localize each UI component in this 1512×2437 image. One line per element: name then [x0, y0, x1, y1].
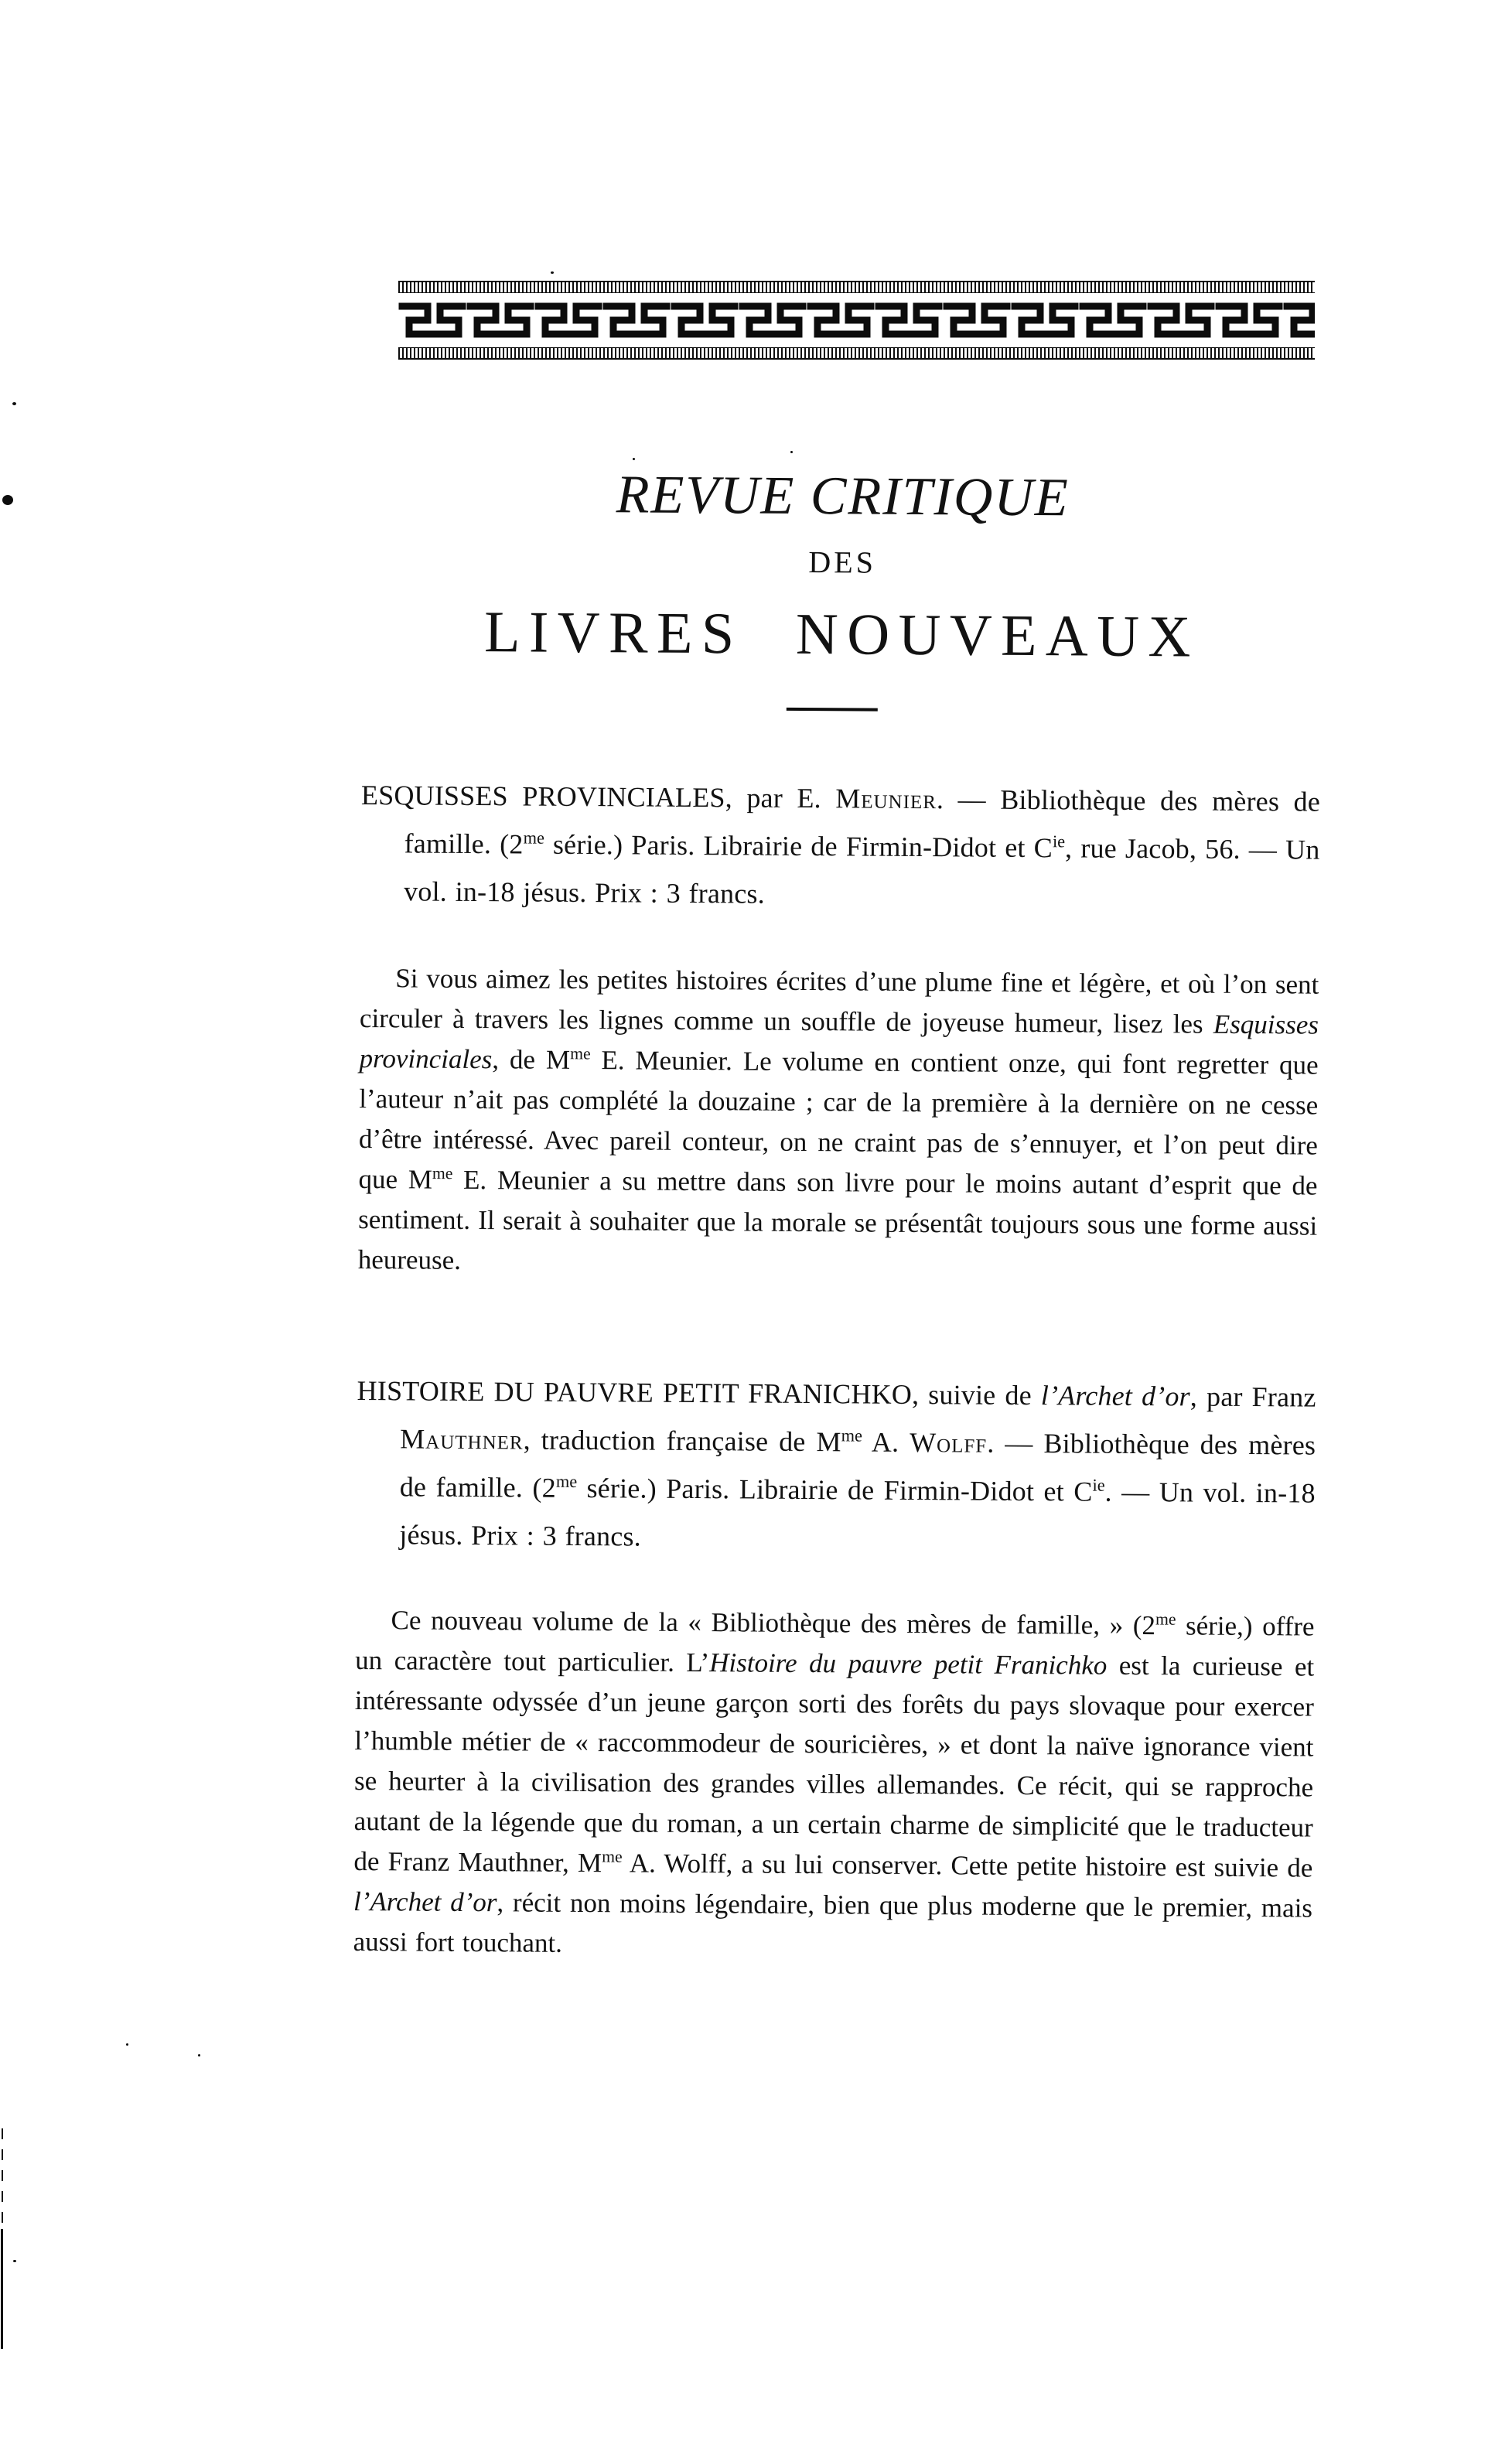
book-entry-1 [358, 771, 1321, 1287]
greek-key-border-icon [398, 281, 1315, 360]
ink-speck [12, 402, 16, 405]
border-hatch-top [398, 281, 1315, 293]
page-edge-line-solid [1, 2229, 3, 2349]
entry-2-heading: HISTOIRE DU PAUVRE PETIT FRANICHKO, suivie de l’Archet d’or, par Franz Mauthner, traduction française de $M^{me}$ A. Wolff. — Bibliothèque des mères de famille. ($2^{me}$ série.) Paris. Librairie de Firmin-Didot et $C^{ie}$. — Un vol. in-18 jésus. Prix : 3 francs. [357, 1374, 1316, 1552]
ink-speck [790, 451, 793, 453]
greek-key-meander [398, 298, 1315, 343]
entry-2-review-paragraph: Ce nouveau volume de la « Bibliothèque des mères de famille, » ($2^{me}$ série,) offre un caractère tout particulier. L’Histoire du pauvre petit Franichko est la curieuse et intéressante odyssée d’un jeune garçon sorti des forêts du pays slovaque pour exercer l’humble métier de « raccommodeur de souricières, » et dont la naïve ignorance vient se heurter à la civilisation des grandes villes allemandes. Ce récit, qui se rapproche autant de la légende que du roman, a un certain charme de simplicité que le traducteur de Franz Mauthner, $M^{me}$ A. Wolff, a su lui conserver. Cette petite histoire est suivie de l’Archet d’or, récit non moins légendaire, bien que plus moderne que le premier, mais aussi fort touchant. [353, 1605, 1315, 1958]
page-edge-line-dashed [2, 2128, 3, 2229]
masthead [362, 465, 1323, 715]
masthead-connector: DES [808, 544, 877, 580]
masthead-title: REVUE CRITIQUE [616, 465, 1070, 528]
masthead-subtitle: LIVRES NOUVEAUX [483, 599, 1200, 670]
ink-blot [2, 495, 13, 505]
ink-speck [551, 271, 554, 274]
ink-speck [198, 2054, 200, 2056]
entry-1-heading: ESQUISSES PROVINCIALES, par E. Meunier. — Bibliothèque des mères de famille. ($2^{me}$ série.) Paris. Librairie de Firmin-Didot et $C^{ie}$, rue Jacob, 56. — Un vol. in-18 jésus. Prix : 3 francs. [360, 779, 1321, 910]
book-entry-2 [353, 1367, 1316, 1969]
ink-speck [13, 2260, 16, 2262]
entry-1-review-paragraph: Si vous aimez les petites histoires écrites d’une plume fine et légère, et où l’on sent circuler à travers les lignes comme un souffle de joyeuse humeur, lisez les Esquisses provinciales, de $M^{me}$ E. Meunier. Le volume en contient onze, qui font regretter que l’auteur n’ait pas complété la douzaine ; car de la première à la dernière on ne cesse d’être intéressé. Avec pareil conteur, on ne craint pas de s’ennuyer, et l’on peut dire que $M^{me}$ E. Meunier a su mettre dans son livre pour le moins autant d’esprit que de sentiment. Il serait à souhaiter que la morale se présentât toujours sous une forme aussi heureuse. [357, 963, 1319, 1275]
ink-speck [126, 2043, 128, 2046]
border-hatch-bottom [398, 347, 1315, 360]
masthead-divider-rule [787, 708, 878, 712]
ink-speck [633, 458, 635, 460]
